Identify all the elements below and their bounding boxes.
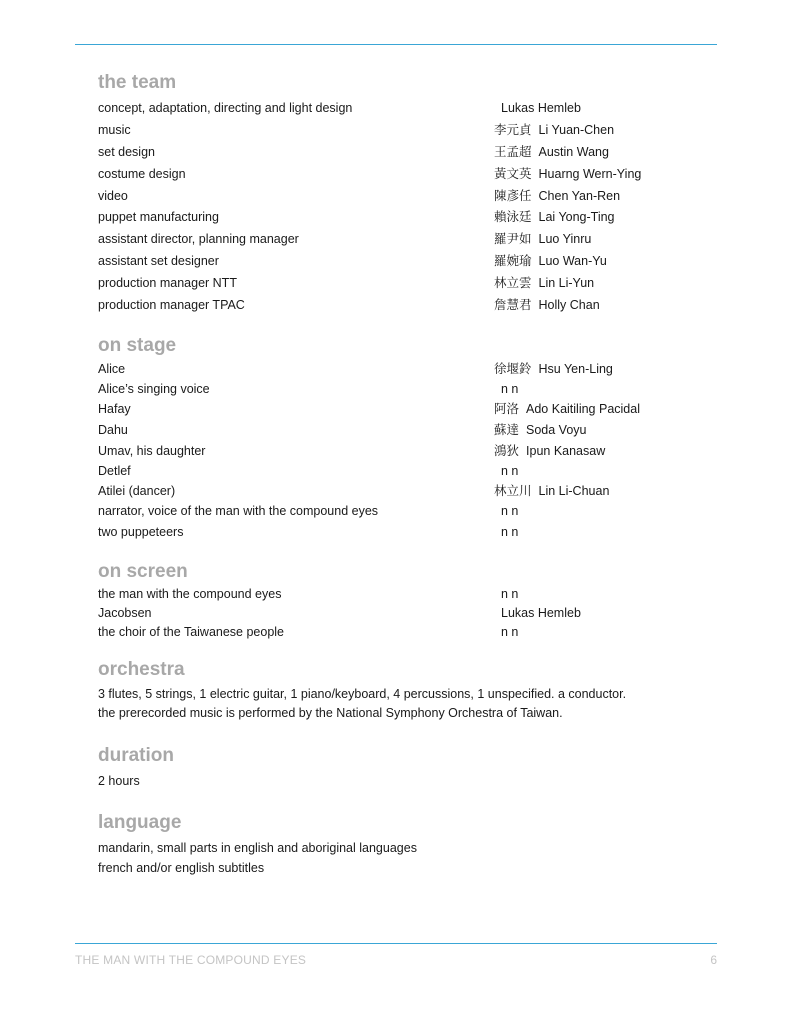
section-title-orchestra: orchestra — [98, 658, 185, 680]
name-chinese: 黃文英 — [494, 166, 532, 181]
name-chinese: 詹慧君 — [494, 298, 532, 313]
credit-row — [98, 273, 698, 295]
name-latin: Lin Li-Chuan — [538, 483, 610, 498]
role-label: puppet manufacturing — [98, 210, 219, 225]
credit-row — [98, 501, 698, 522]
duration-line: 2 hours — [98, 773, 140, 788]
credits-content — [98, 70, 698, 878]
credit-row — [98, 462, 698, 481]
name-latin: Lukas Hemleb — [501, 605, 581, 620]
credit-row — [98, 120, 698, 142]
credit-row — [98, 441, 698, 462]
role-label: Alice’s singing voice — [98, 381, 210, 396]
credit-row — [98, 399, 698, 419]
role-label: costume design — [98, 166, 186, 181]
role-label: Dahu — [98, 422, 128, 437]
name-chinese: 鴻狄 — [494, 443, 520, 458]
role-label: assistant set designer — [98, 254, 219, 269]
name-latin: n n — [501, 624, 519, 639]
name-latin: Austin Wang — [538, 144, 609, 159]
name-latin: Li Yuan-Chen — [538, 122, 615, 137]
on-screen-list — [98, 585, 698, 642]
name-latin: Luo Wan-Yu — [538, 254, 607, 269]
name-latin: n n — [501, 381, 519, 396]
name-latin: Ado Kaitiling Pacidal — [526, 401, 640, 416]
name-chinese: 林立雲 — [494, 276, 532, 291]
name-latin: Holly Chan — [538, 298, 600, 313]
name-latin: n n — [501, 503, 519, 518]
role-label: assistant director, planning manager — [98, 232, 299, 247]
footer-title: THE MAN WITH THE COMPOUND EYES — [75, 953, 307, 967]
role-label: the man with the compound eyes — [98, 586, 282, 601]
section-title-on-screen: on screen — [98, 560, 188, 582]
credit-row — [98, 295, 698, 317]
credit-row — [98, 164, 698, 186]
credit-row — [98, 186, 698, 208]
team-list — [98, 98, 698, 317]
role-label: Atilei (dancer) — [98, 483, 176, 498]
name-chinese: 陳彥任 — [494, 188, 532, 203]
language-text — [98, 839, 698, 878]
role-label: video — [98, 188, 128, 203]
section-title-duration: duration — [98, 744, 174, 766]
name-latin: Lai Yong-Ting — [538, 210, 615, 225]
role-label: production manager TPAC — [98, 298, 245, 313]
name-latin: Lin Li-Yun — [538, 276, 595, 291]
name-chinese: 徐堰鈴 — [494, 361, 532, 376]
duration-text — [98, 772, 698, 792]
name-latin: Ipun Kanasaw — [526, 443, 606, 458]
name-chinese: 李元貞 — [494, 122, 532, 137]
section-title-on-stage: on stage — [98, 334, 177, 356]
role-label: music — [98, 122, 131, 137]
name-chinese: 林立川 — [494, 483, 532, 498]
role-label: the choir of the Taiwanese people — [98, 624, 285, 639]
credit-row — [98, 623, 698, 642]
credit-row — [98, 251, 698, 273]
credit-row — [98, 359, 698, 379]
role-label: production manager NTT — [98, 276, 237, 291]
role-label: Jacobsen — [98, 605, 152, 620]
credit-row — [98, 419, 698, 441]
role-label: Alice — [98, 361, 126, 376]
orchestra-line: the prerecorded music is performed by the National Symphony Orchestra of Taiwan. — [98, 706, 563, 721]
role-label: Hafay — [98, 401, 131, 416]
role-label: set design — [98, 144, 155, 159]
credit-row — [98, 98, 698, 120]
role-label: Detlef — [98, 463, 131, 478]
name-latin: Huarng Wern-Ying — [538, 166, 642, 181]
name-latin: Chen Yan-Ren — [538, 188, 621, 203]
name-chinese: 賴泳廷 — [494, 210, 532, 225]
name-chinese: 阿洛 — [494, 401, 520, 416]
language-line: mandarin, small parts in english and aboriginal languages — [98, 841, 417, 856]
name-latin: Lukas Hemleb — [501, 101, 581, 115]
role-label: two puppeteers — [98, 524, 184, 539]
section-title-language: language — [98, 812, 182, 834]
name-chinese: 王孟超 — [494, 144, 532, 159]
credit-row — [98, 585, 698, 604]
credit-row — [98, 481, 698, 501]
credit-row — [98, 142, 698, 164]
section-title-team: the team — [98, 72, 177, 93]
role-label: narrator, voice of the man with the compound eyes — [98, 503, 379, 518]
name-chinese: 羅尹如 — [494, 232, 532, 247]
language-line: french and/or english subtitles — [98, 860, 265, 875]
name-chinese: 蘇達 — [494, 422, 520, 437]
page-number: 6 — [710, 953, 717, 967]
name-latin: n n — [501, 586, 519, 601]
role-label: concept, adaptation, directing and light design — [98, 101, 353, 115]
on-stage-list — [98, 359, 698, 542]
credit-row — [98, 229, 698, 251]
name-latin: Luo Yinru — [538, 232, 592, 247]
orchestra-line: 3 flutes, 5 strings, 1 electric guitar, 1 piano/keyboard, 4 percussions, 1 unspecified. a conductor. — [98, 686, 627, 701]
credit-row — [98, 379, 698, 399]
credit-row — [98, 207, 698, 229]
name-latin: n n — [501, 524, 519, 539]
top-rule — [75, 44, 717, 45]
credit-row — [98, 604, 698, 623]
name-latin: Soda Voyu — [526, 422, 587, 437]
role-label: Umav, his daughter — [98, 443, 206, 458]
name-latin: n n — [501, 463, 519, 478]
name-chinese: 羅婉瑜 — [494, 254, 532, 269]
credit-row — [98, 522, 698, 542]
orchestra-text — [98, 685, 698, 724]
bottom-rule — [75, 943, 717, 944]
name-latin: Hsu Yen-Ling — [538, 361, 613, 376]
